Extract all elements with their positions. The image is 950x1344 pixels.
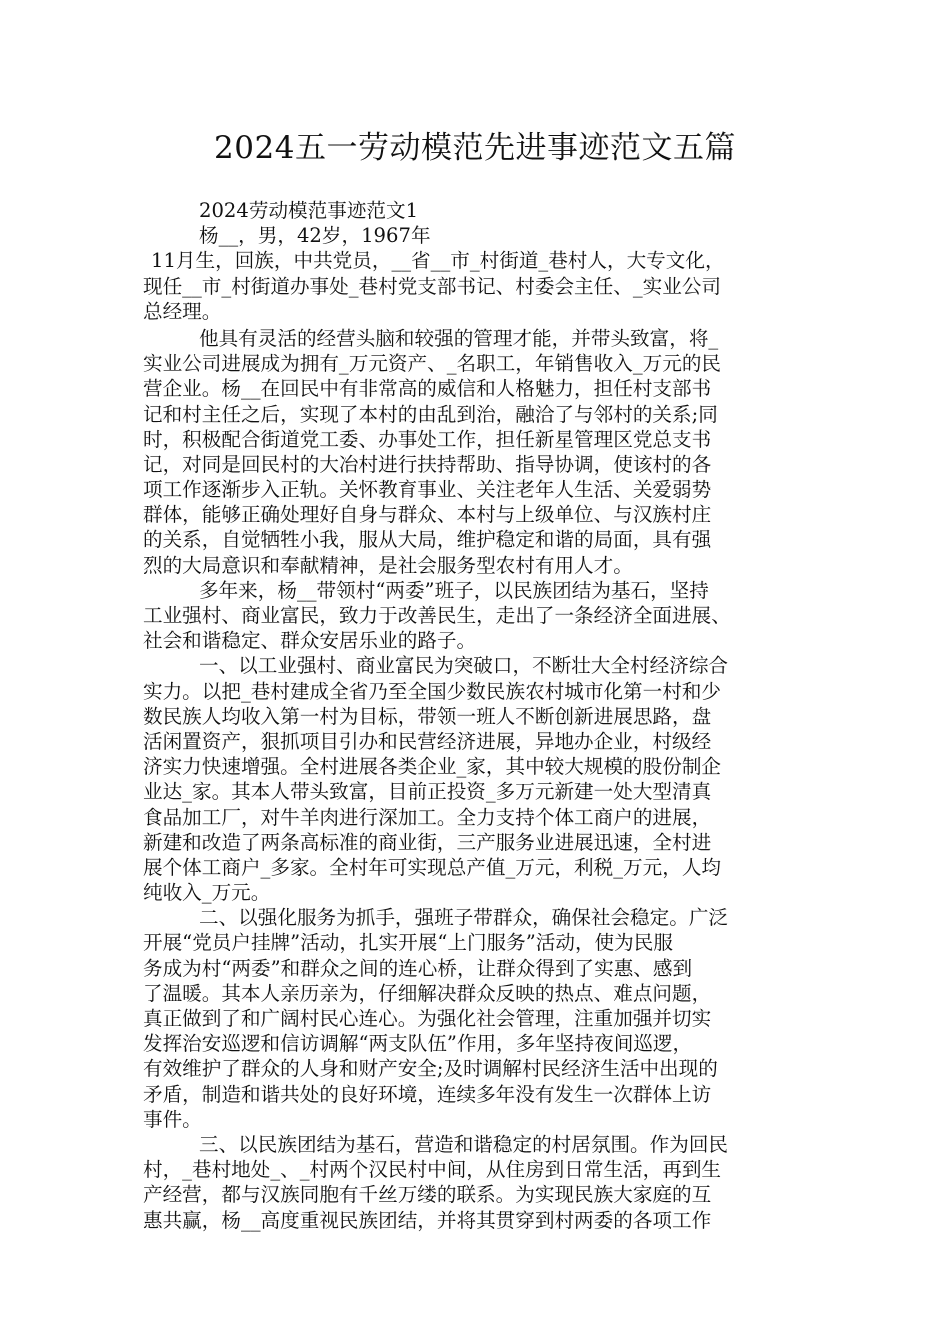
text-line: 活闲置资产，狠抓项目引办和民营经济进展，异地办企业，村级经: [143, 729, 712, 753]
text-line: 三、以民族团结为基石，营造和谐稳定的村居氛围。作为回民: [199, 1132, 729, 1156]
text-line: 事件。: [143, 1107, 202, 1131]
text-line: 的关系，自觉牺牲小我，服从大局，维护稳定和谐的局面，具有强: [143, 528, 712, 552]
text-line: 社会和谐稳定、群众安居乐业的路子。: [143, 629, 477, 653]
text-line: 数民族人均收入第一村为目标，带领一班人不断创新进展思路，盘: [143, 704, 712, 728]
text-line: 真正做到了和广阔村民心连心。为强化社会管理，注重加强并切实: [143, 1007, 712, 1030]
text-line: 多年来，杨__带领村“两委”班子，以民族团结为基石，坚持: [199, 578, 709, 602]
text-line: [143, 1233, 823, 1258]
document-body: [143, 198, 823, 1258]
text-line: 一、以工业强村、商业富民为突破口，不断壮大全村经济综合: [199, 654, 729, 678]
text-line: 他具有灵活的经营头脑和较强的管理才能，并带头致富，将_: [199, 326, 719, 350]
text-line: 二、以强化服务为抓手，强班子带群众，确保社会稳定。广泛: [199, 906, 729, 930]
text-line: 纯收入_万元。: [143, 881, 271, 905]
text-line: 记和村主任之后，实现了本村的由乱到治，融洽了与邻村的关系;同: [143, 402, 718, 426]
text-line: 杨__，男，42岁，1967年: [199, 224, 431, 248]
text-line: 展个体工商户_多家。全村年可实现总产值_万元，利税_万元，人均: [143, 855, 722, 879]
text-line: 新建和改造了两条高标准的商业街，三产服务业进展迅速，全村进: [143, 830, 712, 854]
text-line: 营企业。杨__在回民中有非常高的威信和人格魅力，担任村支部书: [143, 377, 712, 401]
text-line: 发挥治安巡逻和信访调解“两支队伍”作用，多年坚持夜间巡逻，: [143, 1032, 693, 1056]
section-heading: 2024劳动模范事迹范文1: [199, 199, 419, 222]
text-line: 矛盾，制造和谐共处的良好环境，连续多年没有发生一次群体上访: [143, 1082, 712, 1106]
document-title: 2024五一劳动模范先进事迹范文五篇: [214, 130, 736, 166]
text-line: 村，_巷村地处_、_村两个汉民村中间，从住房到日常生活，再到生: [143, 1158, 722, 1182]
text-line: 工业强村、商业富民，致力于改善民生，走出了一条经济全面进展、: [143, 604, 731, 627]
text-line: 业达_家。其本人带头致富，目前正投资_多万元新建一处大型清真: [143, 780, 712, 804]
text-line: 记，对同是回民村的大冶村进行扶持帮助、指导协调，使该村的各: [143, 452, 712, 476]
text-line: 时，积极配合街道党工委、办事处工作，担任新星管理区党总支书: [143, 427, 712, 451]
text-line: 11月生，回族，中共党员，__省__市_村街道_巷村人，大专文化，: [151, 249, 725, 273]
text-line: 惠共赢，杨__高度重视民族团结，并将其贯穿到村两委的各项工作: [143, 1208, 712, 1232]
text-line: 食品加工厂，对牛羊肉进行深加工。全力支持个体工商户的进展，: [143, 805, 712, 829]
text-line: 实业公司进展成为拥有_万元资产、_名职工，年销售收入_万元的民: [143, 352, 722, 376]
text-line: 有效维护了群众的人身和财产安全;及时调解村民经济生活中出现的: [143, 1057, 718, 1081]
text-line: 务成为村“两委”和群众之间的连心桥，让群众得到了实惠、感到: [143, 956, 693, 980]
text-line: 实力。以把_巷村建成全省乃至全国少数民族农村城市化第一村和少: [143, 679, 722, 703]
text-line: 了温暖。其本人亲历亲为，仔细解决群众反映的热点、难点问题，: [143, 981, 712, 1005]
text-line: 现任__市_村街道办事处_巷村党支部书记、村委会主任、_实业公司: [143, 274, 722, 298]
text-line: 产经营，都与汉族同胞有千丝万缕的联系。为实现民族大家庭的互: [143, 1183, 712, 1207]
text-line: 开展“党员户挂牌”活动，扎实开展“上门服务”活动，使为民服: [143, 931, 673, 955]
text-line: 项工作逐渐步入正轨。关怀教育事业、关注老年人生活、关爱弱势: [143, 478, 712, 502]
text-line: 烈的大局意识和奉献精神，是社会服务型农村有用人才。: [143, 553, 633, 577]
text-line: 群体，能够正确处理好自身与群众、本村与上级单位、与汉族村庄: [143, 503, 712, 527]
text-line: 济实力快速增强。全村进展各类企业_家，其中较大规模的股份制企: [143, 755, 722, 779]
text-line: 总经理。: [143, 299, 222, 323]
